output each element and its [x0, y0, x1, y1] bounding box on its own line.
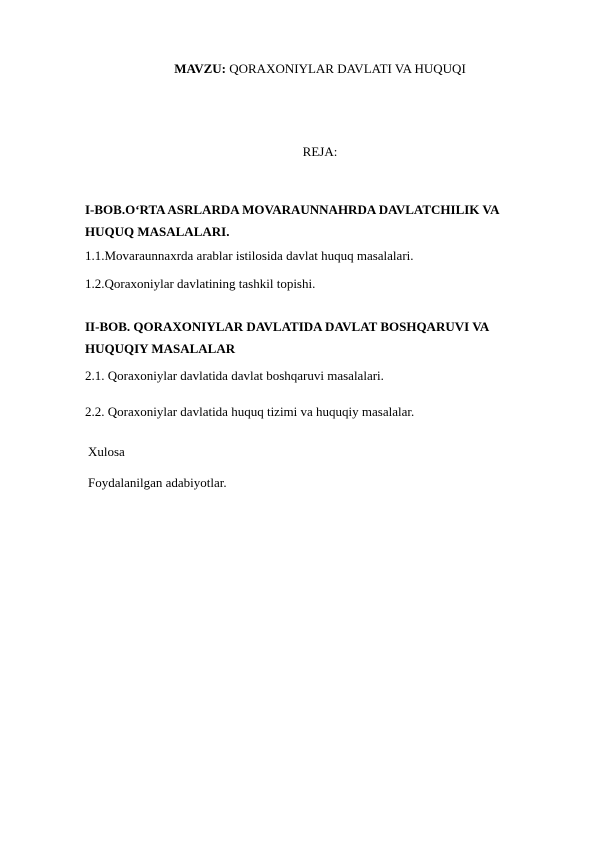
chapter-1-heading-line-2: HUQUQ MASALALARI.	[85, 224, 230, 239]
references-item: Foydalanilgan adabiyotlar.	[88, 475, 227, 490]
chapter-2-heading-line-2: HUQUQIY MASALALAR	[85, 341, 236, 356]
plan-item-2-2: 2.2. Qoraxoniylar davlatida huquq tizimi va huquqiy masalalar.	[85, 404, 415, 419]
chapter-2-heading-line-1: II-BOB. QORAXONIYLAR DAVLATIDA DAVLAT BOSHQARUVI VA	[85, 319, 490, 334]
plan-item-2-1: 2.1. Qoraxoniylar davlatida davlat boshqaruvi masalalari.	[85, 368, 384, 383]
plan-item-1-1: 1.1.Movaraunnaxrda arablar istilosida davlat huquq masalalari.	[85, 248, 414, 263]
conclusion-item: Xulosa	[88, 444, 125, 459]
title-text: QORAXONIYLAR DAVLATI VA HUQUQI	[225, 61, 466, 76]
document-title	[0, 61, 596, 77]
chapter-1-heading-line-1: I-BOB.O‘RTA ASRLARDA MOVARAUNNAHRDA DAVLATCHILIK VA	[85, 202, 500, 217]
title-label: MAVZU:	[174, 61, 226, 76]
plan-item-1-2: 1.2.Qoraxoniylar davlatining tashkil topishi.	[85, 276, 316, 291]
plan-heading: REJA:	[302, 144, 338, 159]
